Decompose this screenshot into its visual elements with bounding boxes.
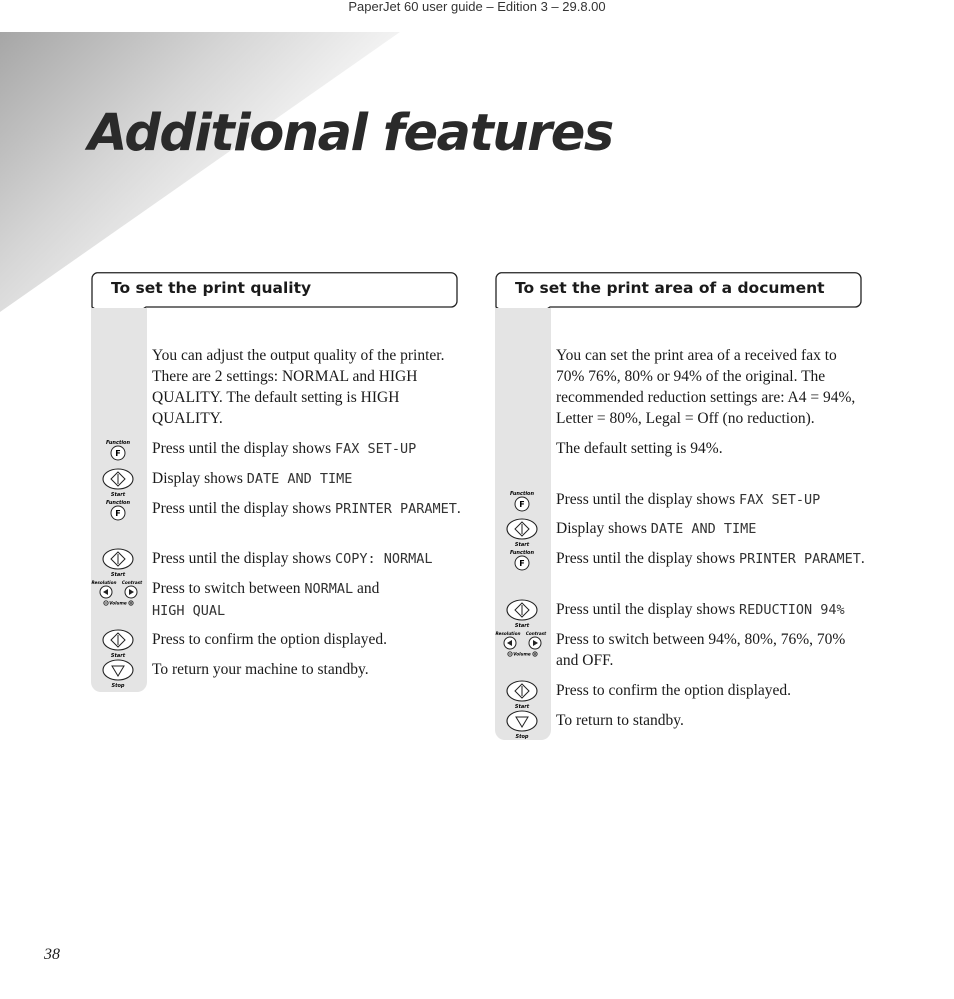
step-text: Press until the display shows REDUCTION 94% xyxy=(556,601,845,618)
intro-paragraph: The default setting is 94%. xyxy=(556,440,723,457)
function-key-label: Function xyxy=(105,440,131,446)
intro-paragraph: You can set the print area of a received fax to 70% 76%, 80% or 94% of the original. The recommended reduction settings are: A4 = 94%, Letter = 80%, Legal = Off (no reduction). xyxy=(556,347,856,427)
resolution-key-label: Resolution xyxy=(91,580,117,585)
section-title: To set the print quality xyxy=(111,279,312,297)
svg-text:F: F xyxy=(115,449,121,458)
start-key-icon xyxy=(91,629,147,659)
display-readout: COPY: NORMAL xyxy=(335,551,433,567)
display-readout: NORMAL xyxy=(304,581,354,597)
step-text: Press until the display shows PRINTER PARAMET. xyxy=(152,500,461,517)
start-key-icon xyxy=(91,468,147,498)
start-key-label: Start xyxy=(514,542,530,548)
step-text: Display shows DATE AND TIME xyxy=(152,470,353,487)
volume-label: Volume xyxy=(513,651,531,657)
arrow-keys-icon xyxy=(91,578,147,608)
function-key-icon xyxy=(91,438,147,466)
step-text: Press to switch between 94%, 80%, 76%, 70% and OFF. xyxy=(556,631,846,669)
function-key-icon xyxy=(495,548,551,576)
start-key-icon xyxy=(91,548,147,578)
svg-text:F: F xyxy=(519,559,525,568)
stop-key-icon xyxy=(495,710,551,740)
contrast-key-label: Contrast xyxy=(525,631,547,636)
display-readout: PRINTER PARAMET xyxy=(739,551,861,567)
section-title: To set the print area of a document xyxy=(515,279,825,297)
print-quality-section xyxy=(91,272,461,689)
function-key-icon xyxy=(91,498,147,526)
header-gradient-band xyxy=(0,32,400,312)
stop-key-icon xyxy=(91,659,147,689)
start-key-label: Start xyxy=(514,704,530,710)
start-key-label: Start xyxy=(110,572,126,578)
display-readout: DATE AND TIME xyxy=(650,521,757,537)
start-key-label: Start xyxy=(110,492,126,498)
function-key-label: Function xyxy=(105,500,131,506)
start-key-label: Start xyxy=(514,623,530,629)
intro-paragraph: You can adjust the output quality of the printer. There are 2 settings: NORMAL and HIGH QUALITY. The default setting is HIGH QUALITY. xyxy=(152,347,445,427)
step-text: Press until the display shows FAX SET-UP xyxy=(152,440,417,457)
page-number: 38 xyxy=(44,946,60,963)
function-key-label: Function xyxy=(509,550,535,556)
start-key-icon xyxy=(495,599,551,629)
start-key-icon xyxy=(495,518,551,548)
svg-text:F: F xyxy=(519,500,525,509)
function-key-icon xyxy=(495,489,551,517)
svg-text:F: F xyxy=(115,509,121,518)
print-area-section xyxy=(495,272,865,740)
page-title: Additional features xyxy=(88,104,613,163)
display-readout: DATE AND TIME xyxy=(246,471,353,487)
start-key-label: Start xyxy=(110,653,126,659)
section-intro xyxy=(556,345,866,459)
function-key-label: Function xyxy=(509,491,535,497)
resolution-key-label: Resolution xyxy=(495,631,521,636)
step-text: To return to standby. xyxy=(556,712,684,729)
display-readout: REDUCTION 94% xyxy=(739,602,845,618)
step-text: Press to confirm the option displayed. xyxy=(152,631,388,648)
start-key-icon xyxy=(495,680,551,710)
step-text: Press until the display shows COPY: NORMAL xyxy=(152,550,433,567)
running-header: PaperJet 60 user guide – Edition 3 – 29.8.00 xyxy=(348,0,606,14)
step-text: To return your machine to standby. xyxy=(152,661,369,678)
display-readout: FAX SET-UP xyxy=(739,492,821,508)
step-text: Press to confirm the option displayed. xyxy=(556,682,792,699)
step-text: Press until the display shows PRINTER PARAMET. xyxy=(556,550,865,567)
section-intro xyxy=(152,345,462,429)
stop-key-label: Stop xyxy=(515,734,529,740)
step-text: Press to switch between NORMAL and HIGH QUAL xyxy=(152,580,380,619)
display-readout: HIGH QUAL xyxy=(152,603,226,619)
step-text: Press until the display shows FAX SET-UP xyxy=(556,491,821,508)
step-text: Display shows DATE AND TIME xyxy=(556,520,757,537)
display-readout: FAX SET-UP xyxy=(335,441,417,457)
arrow-keys-icon xyxy=(495,629,551,659)
volume-label: Volume xyxy=(109,600,127,606)
stop-key-label: Stop xyxy=(111,683,125,689)
display-readout: PRINTER PARAMET xyxy=(335,501,457,517)
contrast-key-label: Contrast xyxy=(121,580,143,585)
